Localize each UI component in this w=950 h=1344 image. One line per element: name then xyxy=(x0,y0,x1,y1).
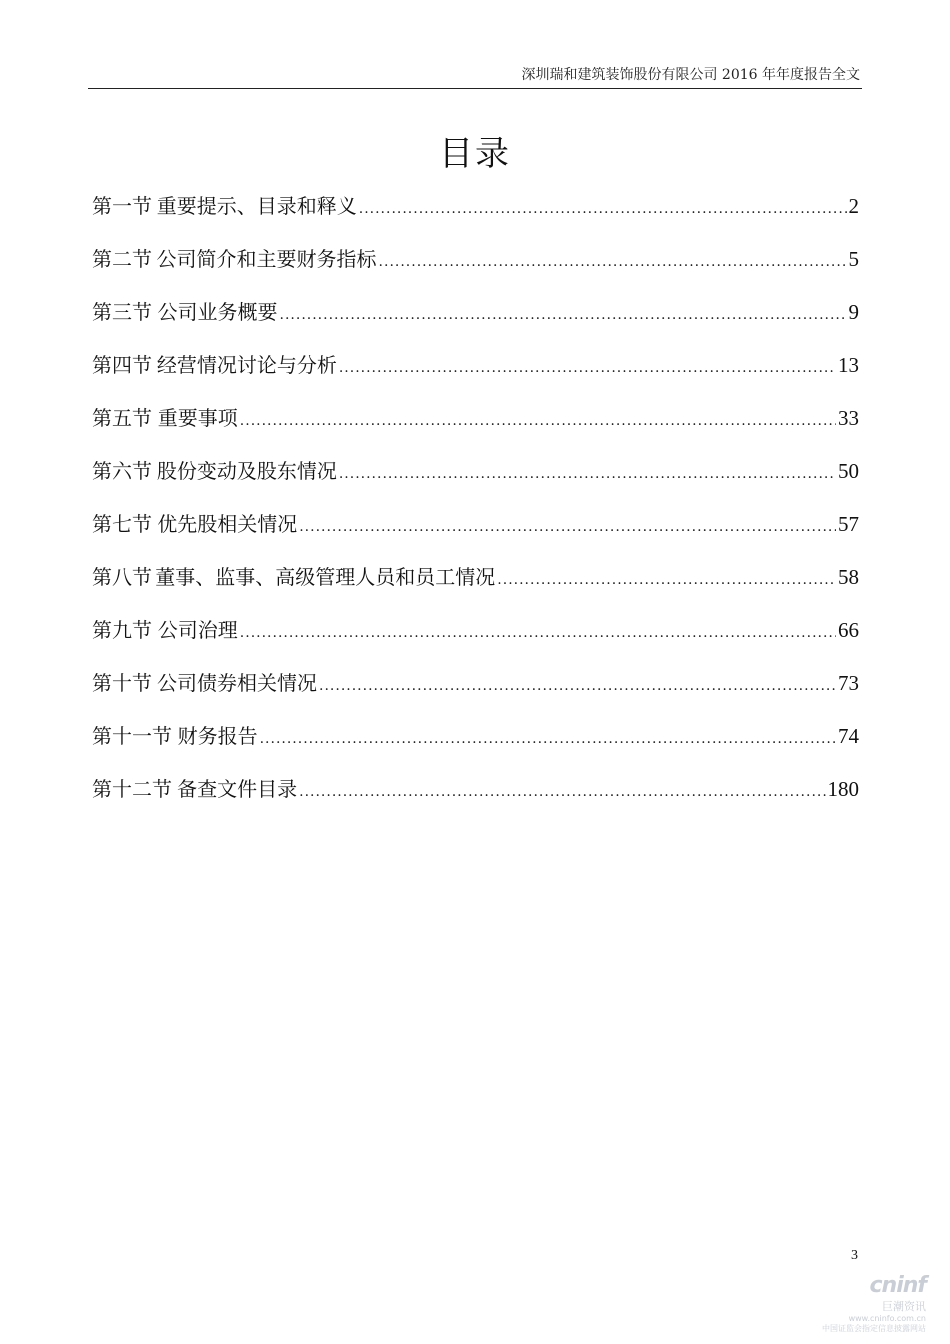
toc-section-label: 第八节 xyxy=(92,565,152,589)
toc-section-label: 第十二节 xyxy=(92,777,172,801)
toc-dot-leader xyxy=(260,719,836,759)
watermark-tagline: 中国证监会指定信息披露网站 xyxy=(822,1324,926,1333)
toc-entry[interactable] xyxy=(92,557,859,610)
toc-dot-leader xyxy=(299,772,825,812)
toc-page-number: 5 xyxy=(848,247,859,271)
toc-dot-leader xyxy=(319,666,836,706)
toc-section-label: 第十一节 xyxy=(92,724,172,748)
page-number: 3 xyxy=(851,1248,858,1263)
toc-entry[interactable] xyxy=(92,716,859,769)
toc-section-title: 重要提示、目录和释义 xyxy=(156,194,357,218)
toc-section-title: 财务报告 xyxy=(177,724,258,748)
toc-page-number: 66 xyxy=(838,618,859,642)
watermark-name: 巨潮资讯 xyxy=(882,1300,926,1313)
toc-section-label: 第二节 xyxy=(92,247,152,271)
toc-entry[interactable] xyxy=(92,769,859,822)
toc-section-title: 公司业务概要 xyxy=(157,300,278,324)
toc-section-label: 第九节 xyxy=(92,618,152,642)
toc-entry[interactable] xyxy=(92,398,859,451)
watermark-url: www.cninfo.com.cn xyxy=(848,1314,926,1323)
toc-dot-leader xyxy=(339,454,836,494)
toc-section-title: 经营情况讨论与分析 xyxy=(156,353,337,377)
toc-dot-leader xyxy=(339,348,836,388)
toc-dot-leader xyxy=(497,560,836,600)
toc-page-number: 58 xyxy=(838,565,859,589)
toc-section-label: 第十节 xyxy=(92,671,152,695)
header-divider xyxy=(88,88,862,89)
toc-entry[interactable] xyxy=(92,451,859,504)
page-title: 目录 xyxy=(439,134,511,174)
toc-page-number: 13 xyxy=(838,353,859,377)
toc-entry[interactable] xyxy=(92,186,859,239)
toc-section-title: 公司债券相关情况 xyxy=(157,671,318,695)
toc-section-label: 第五节 xyxy=(92,406,152,430)
toc-dot-leader xyxy=(359,189,847,229)
table-of-contents xyxy=(92,186,859,822)
toc-page-number: 50 xyxy=(838,459,859,483)
toc-section-title: 公司简介和主要财务指标 xyxy=(156,247,377,271)
toc-page-number: 2 xyxy=(848,194,859,218)
running-header: 深圳瑞和建筑装饰股份有限公司 2016 年年度报告全文 xyxy=(521,67,860,83)
toc-page-number: 33 xyxy=(838,406,859,430)
toc-section-label: 第七节 xyxy=(92,512,152,536)
toc-page-number: 9 xyxy=(848,300,859,324)
toc-section-title: 优先股相关情况 xyxy=(157,512,298,536)
toc-section-label: 第三节 xyxy=(92,300,152,324)
toc-entry[interactable] xyxy=(92,345,859,398)
toc-section-title: 备查文件目录 xyxy=(177,777,298,801)
toc-section-label: 第六节 xyxy=(92,459,152,483)
toc-section-title: 股份变动及股东情况 xyxy=(156,459,337,483)
toc-entry[interactable] xyxy=(92,610,859,663)
toc-page-number: 57 xyxy=(838,512,859,536)
toc-dot-leader xyxy=(379,242,847,282)
toc-dot-leader xyxy=(240,401,836,441)
toc-dot-leader xyxy=(240,613,836,653)
toc-entry[interactable] xyxy=(92,239,859,292)
toc-section-label: 第四节 xyxy=(92,353,152,377)
watermark xyxy=(822,1273,926,1334)
toc-section-title: 公司治理 xyxy=(157,618,238,642)
toc-page-number: 74 xyxy=(838,724,859,748)
toc-dot-leader xyxy=(299,507,836,547)
toc-entry[interactable] xyxy=(92,504,859,557)
toc-page-number: 73 xyxy=(838,671,859,695)
toc-section-label: 第一节 xyxy=(92,194,152,218)
toc-section-title: 重要事项 xyxy=(157,406,238,430)
toc-entry[interactable] xyxy=(92,663,859,716)
toc-page-number: 180 xyxy=(827,777,859,801)
toc-entry[interactable] xyxy=(92,292,859,345)
toc-section-title: 董事、监事、高级管理人员和员工情况 xyxy=(155,565,496,589)
watermark-logo: cninf xyxy=(869,1273,926,1298)
toc-dot-leader xyxy=(280,295,847,335)
